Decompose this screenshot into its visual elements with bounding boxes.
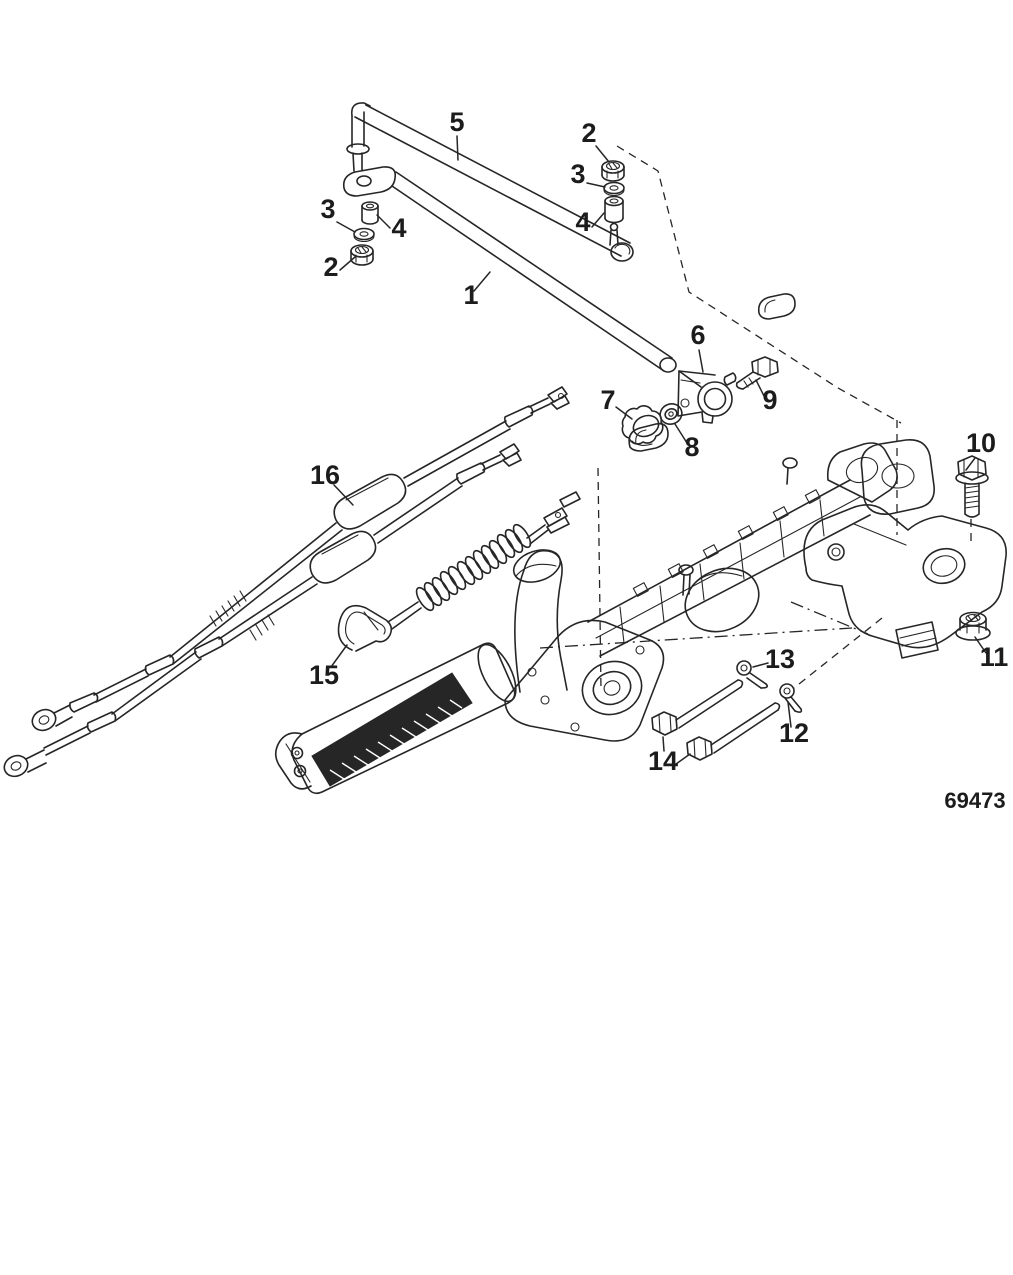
callout-9: 9 — [762, 385, 778, 415]
callout-5: 5 — [449, 107, 465, 137]
locknut-left — [351, 245, 373, 265]
callout-3-right: 3 — [570, 159, 586, 189]
callout-12: 12 — [778, 718, 810, 748]
actuator-assembly — [276, 440, 934, 794]
callout-4-left: 4 — [391, 213, 407, 243]
steering-cables — [1, 387, 569, 780]
spacer-left — [362, 202, 378, 224]
callout-2-right: 2 — [581, 118, 597, 148]
callout-7: 7 — [600, 385, 616, 415]
cable-rib-section — [250, 615, 274, 640]
callout-13: 13 — [764, 644, 796, 674]
figure-number: 69473 — [944, 788, 1006, 813]
washer-right — [604, 183, 624, 196]
callout-8: 8 — [684, 432, 700, 462]
callout-leaders — [331, 136, 986, 764]
callout-15: 15 — [308, 660, 340, 690]
callout-2-left: 2 — [323, 252, 339, 282]
flange-locknut — [956, 613, 990, 641]
callout-16: 16 — [309, 460, 341, 490]
callout-11: 11 — [979, 642, 1009, 672]
retainer-clip-12 — [780, 684, 801, 712]
callout-1: 1 — [463, 280, 479, 310]
flange-bolt — [956, 456, 988, 517]
rail-teeth — [633, 490, 820, 597]
callout-4-right: 4 — [575, 207, 591, 237]
callout-14: 14 — [647, 746, 679, 776]
spacer-right — [605, 197, 623, 223]
callout-10: 10 — [965, 428, 997, 458]
tether-spring — [339, 492, 581, 651]
washer-left — [354, 229, 374, 242]
transom-bracket — [804, 505, 1006, 658]
callout-6: 6 — [690, 320, 706, 350]
callout-3-left: 3 — [320, 194, 336, 224]
locknut-right — [602, 161, 624, 181]
spring-coil — [413, 522, 533, 613]
